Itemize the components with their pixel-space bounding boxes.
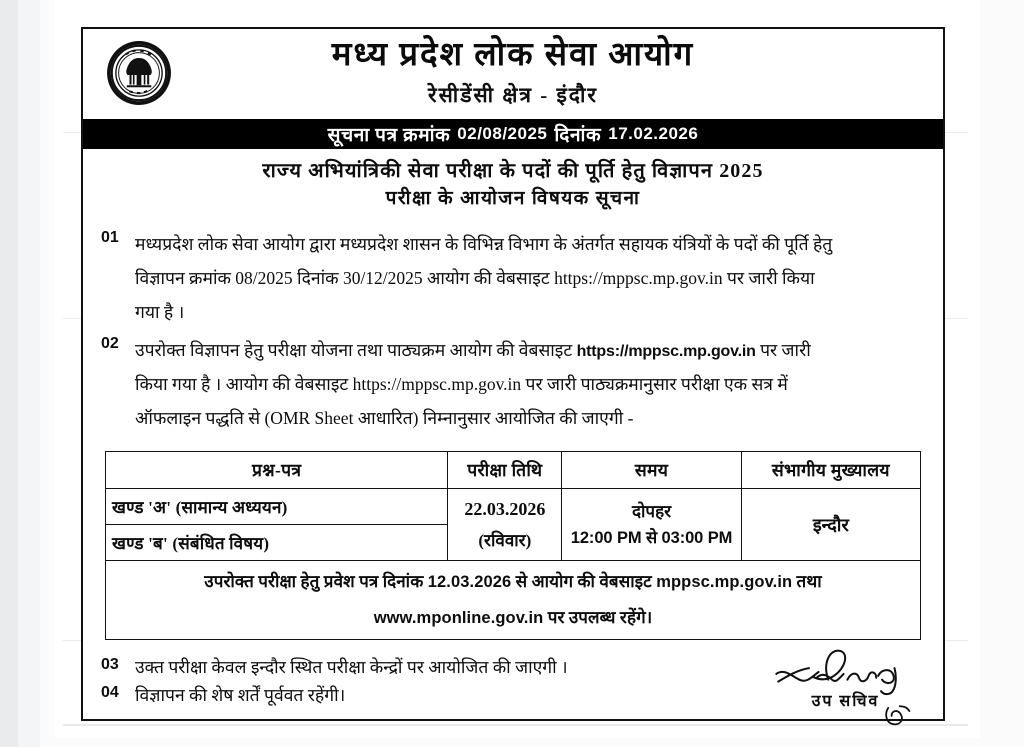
signature-mark — [758, 647, 933, 693]
paper-b-label: खण्ड 'ब' (संबंधित विषय) — [106, 525, 448, 561]
column-header-time: समय — [562, 452, 741, 489]
divisional-hq-value: इन्दौर — [741, 489, 920, 561]
clause-02-number: 02 — [101, 334, 119, 352]
column-header-paper: प्रश्न-पत्र — [106, 452, 448, 489]
notice-number-label: सूचना पत्र क्रमांक — [327, 125, 451, 146]
clause-01-line2-a: विज्ञापन क्रमांक — [135, 267, 231, 288]
clause-01-line3: गया है । — [135, 301, 185, 322]
clause-02-continued — [83, 367, 943, 435]
mppsc-website-url[interactable]: mppsc.mp.gov.in — [656, 573, 793, 592]
clause-02-line3: ऑफलाइन पद्धति से (OMR Sheet आधारित) निम्नानुसार आयोजित की जाएगी - — [135, 408, 634, 429]
clause-01-number: 01 — [101, 228, 119, 246]
admit-card-date: 12.03.2026 — [427, 573, 512, 592]
clause-01-line1: मध्यप्रदेश लोक सेवा आयोग द्वारा मध्यप्रदेश शासन के विभिन्न विभाग के अंतर्गत सहायक यंत्रियों के पदों की पूर्ति हेतु — [135, 233, 833, 254]
clause-02-line1-b: पर जारी — [760, 339, 811, 360]
clause-02-text — [135, 333, 921, 367]
clause-02-line2-b: पर जारी पाठ्यक्रमानुसार परीक्षा एक सत्र में — [525, 374, 788, 395]
column-header-divisional-hq: संभागीय मुख्यालय — [741, 452, 920, 489]
headline-line-1: राज्य अभियांत्रिकी सेवा परीक्षा के पदों की पूर्ति हेतु विज्ञापन 2025 — [262, 160, 764, 182]
signature-block — [758, 647, 933, 711]
exam-time-cell — [562, 489, 741, 561]
headline-block — [83, 149, 943, 215]
clause-02 — [83, 333, 943, 367]
exam-date-value: 22.03.2026 — [464, 499, 546, 520]
organization-subtitle: रेसीडेंसी क्षेत्र - इंदौर — [428, 82, 598, 107]
mponline-website-url[interactable]: www.mponline.gov.in — [373, 609, 544, 628]
exam-time-label: दोपहर — [632, 502, 672, 522]
clause-02-line1-a: उपरोक्त विज्ञापन हेतु परीक्षा योजना तथा पाठ्यक्रम आयोग की वेबसाइट — [135, 339, 573, 360]
notice-date-label: दिनांक — [554, 125, 602, 146]
mppsc-website-url[interactable]: https://mppsc.mp.gov.in — [352, 374, 522, 395]
exam-schedule-table — [105, 451, 921, 639]
exam-time-range: 12:00 PM से 03:00 PM — [570, 529, 733, 548]
table-header-row — [106, 452, 921, 489]
exam-day-value: (रविवार) — [478, 530, 532, 550]
advertisement-date: 30/12/2025 — [342, 267, 423, 288]
headline-line-2: परीक्षा के आयोजन विषयक सूचना — [385, 188, 641, 209]
table-note-row — [106, 561, 921, 639]
paper-a-label: खण्ड 'अ' (सामान्य अध्ययन) — [106, 489, 448, 525]
page-corner-mark — [881, 703, 915, 729]
scanned-document-sheet — [55, 0, 980, 738]
clause-04-text: विज्ञापन की शेष शर्तें पूर्ववत रहेंगी। — [135, 685, 346, 706]
clause-01-line2-d: पर जारी किया — [726, 267, 815, 288]
exam-date-cell — [448, 489, 562, 561]
signature-designation: उप सचिव — [811, 693, 880, 710]
exam-schedule-table-wrapper — [105, 451, 921, 639]
clause-04-number: 04 — [101, 684, 119, 702]
clause-03-text: उक्त परीक्षा केवल इन्दौर स्थित परीक्षा केन्द्रों पर आयोजित की जाएगी । — [135, 656, 568, 677]
clause-01-continued — [83, 261, 943, 329]
clause-02-line2-a: किया गया है । आयोग की वेबसाइट — [135, 374, 349, 395]
page-title: मध्य प्रदेश लोक सेवा आयोग — [331, 37, 695, 73]
column-header-exam-date: परीक्षा तिथि — [448, 452, 562, 489]
admit-card-note-c: तथा — [796, 572, 822, 592]
mppsc-seal-emblem — [105, 39, 173, 107]
table-row — [106, 489, 921, 525]
notice-date-value: 17.02.2026 — [608, 124, 699, 143]
admit-card-note-a: उपरोक्त परीक्षा हेतु प्रवेश पत्र दिनांक — [204, 572, 424, 592]
mppsc-website-url[interactable]: https://mppsc.mp.gov.in — [576, 342, 756, 360]
notice-border-frame — [81, 27, 945, 721]
clause-01-line2-b: दिनांक — [297, 267, 339, 288]
mppsc-website-url[interactable]: https://mppsc.mp.gov.in — [554, 267, 723, 288]
notice-number-bar — [83, 119, 943, 149]
clause-03-number: 03 — [101, 655, 119, 673]
notice-number-value: 02/08/2025 — [457, 124, 548, 143]
clause-01-text — [135, 227, 921, 261]
admit-card-note — [106, 561, 921, 639]
clause-01-line2-c: आयोग की वेबसाइट — [427, 267, 550, 288]
clause-01 — [83, 227, 943, 261]
advertisement-number: 08/2025 — [235, 267, 293, 288]
admit-card-note-d: पर उपलब्ध रहेंगे। — [547, 608, 653, 628]
admit-card-note-b: से आयोग की वेबसाइट — [515, 572, 652, 592]
document-header — [83, 29, 943, 119]
